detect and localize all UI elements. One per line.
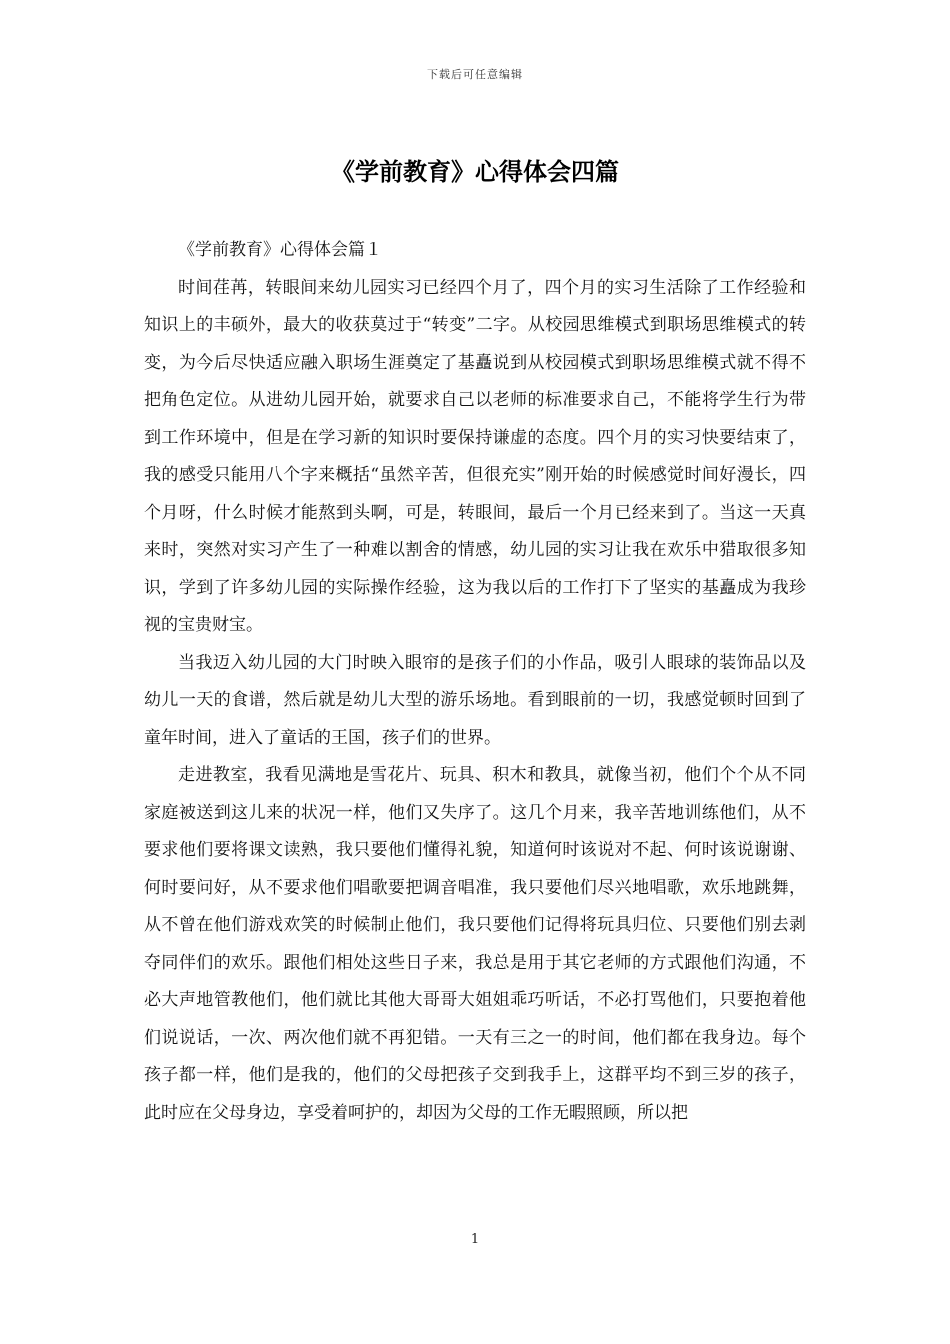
page-number: 1 (470, 1232, 480, 1247)
paragraph-3: 走进教室，我看见满地是雪花片、玩具、积木和教具，就像当初，他们个个从不同家庭被送到这儿来的状况一样，他们又失序了。这几个月来，我辛苦地训练他们，从不要求他们要将课文读熟，我只要他们懂得礼貌，知道何时该说对不起、何时该说谢谢、何时要问好，从不要求他们唱歌要把调音唱准，我只要他们尽兴地唱歌，欢乐地跳舞，从不曾在他们游戏欢笑的时候制止他们，我只要他们记得将玩具归位、只要他们别去剥夺同伴们的欢乐。跟他们相处这些日子来，我总是用于其它老师的方式跟他们沟通，不必大声地管教他们，他们就比其他大哥哥大姐姐乖巧听话，不必打骂他们，只要抱着他们说说话，一次、两次他们就不再犯错。一天有三之一的时间，他们都在我身边。每个孩子都一样，他们是我的，他们的父母把孩子交到我手上，这群平均不到三岁的孩子，此时应在父母身边，享受着呵护的，却因为父母的工作无暇照顾，所以把 (144, 765, 806, 1123)
document-body (144, 232, 806, 1132)
paragraph-1: 时间荏苒，转眼间来幼儿园实习已经四个月了，四个月的实习生活除了工作经验和知识上的丰硕外，最大的收获莫过于“转变”二字。从校园思维模式到职场思维模式的转变，为今后尽快适应融入职场生涯奠定了基矗说到从校园模式到职场思维模式就不得不把角色定位。从进幼儿园开始，就要求自己以老师的标准要求自己，不能将学生行为带到工作环境中，但是在学习新的知识时要保持谦虚的态度。四个月的实习快要结束了，我的感受只能用八个字来概括“虽然辛苦，但很充实”刚开始的时候感觉时间好漫长，四个月呀，什么时候才能熬到头啊，可是，转眼间，最后一个月已经来到了。当这一天真来时，突然对实习产生了一种难以割舍的情感，幼儿园的实习让我在欢乐中猎取很多知识，学到了许多幼儿园的实际操作经验，这为我以后的工作打下了坚实的基矗成为我珍视的宝贵财宝。 (144, 277, 806, 635)
header-note: 下载后可任意编辑 (427, 68, 523, 81)
document-title: 《学前教育》心得体会四篇 (331, 157, 619, 186)
section-heading: 《学前教育》心得体会篇１ (178, 240, 382, 260)
paragraph-2: 当我迈入幼儿园的大门时映入眼帘的是孩子们的小作品，吸引人眼球的装饰品以及幼儿一天的食谱，然后就是幼儿大型的游乐场地。看到眼前的一切，我感觉顿时回到了童年时间，进入了童话的王国，孩子们的世界。 (144, 652, 806, 748)
